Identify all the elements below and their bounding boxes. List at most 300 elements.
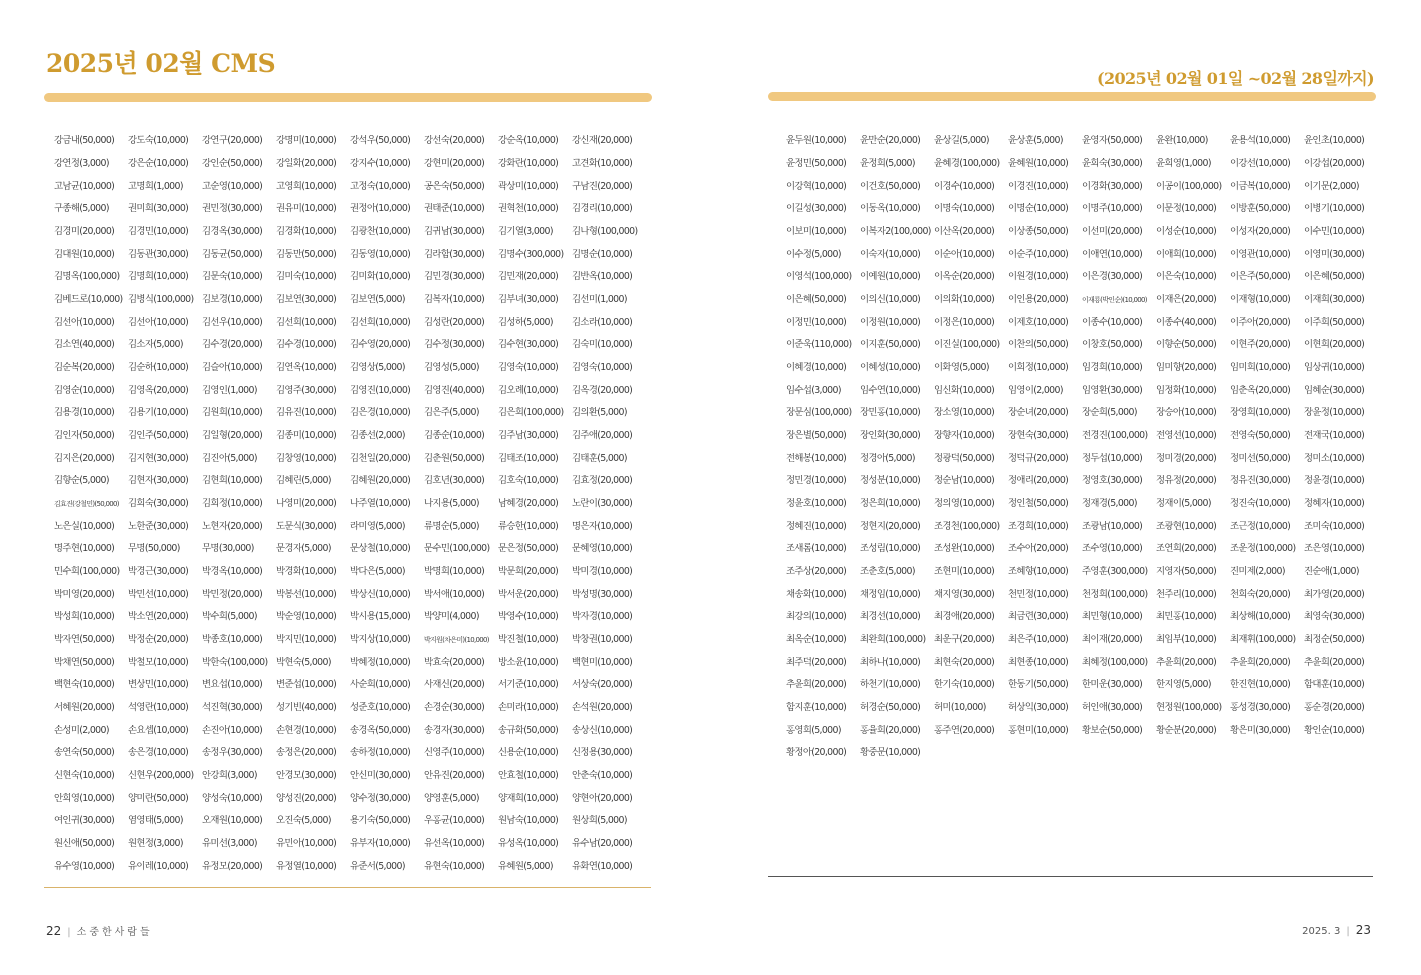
donor-entry: 홍주연(20,000) [934,724,995,736]
donor-entry: 임수섭(3,000) [786,384,841,396]
donor-entry: 백현미(10,000) [572,656,633,668]
donor-entry: 한지영(5,000) [1156,679,1211,691]
donor-entry: 주영훈(300,000) [1082,566,1148,578]
donor-entry: 원현정(3,000) [128,838,183,850]
donor-entry: 안희영(10,000) [54,792,115,804]
donor-entry: 손석원(20,000) [572,702,633,714]
donor-entry: 이옥순(20,000) [934,271,995,283]
donor-entry: 김인주(50,000) [128,430,189,442]
donor-entry: 정민경(10,000) [786,475,847,487]
donor-entry: 김은희(100,000) [498,407,564,419]
donor-entry: 나지용(5,000) [424,498,479,510]
donor-entry: 양현아(20,000) [572,792,633,804]
donor-entry: 정윤호(10,000) [786,498,847,510]
donor-entry: 김향순(5,000) [54,475,109,487]
donor-entry: 조혜향(10,000) [1008,566,1069,578]
donor-entry: 손진아(10,000) [202,724,263,736]
donor-entry: 강석우(50,000) [350,135,411,147]
donor-entry: 양성숙(10,000) [202,792,263,804]
donor-entry: 정두섭(10,000) [1082,452,1143,464]
donor-entry: 김경리(10,000) [572,203,633,215]
donor-entry: 박영수(10,000) [498,611,559,623]
donor-entry: 조주상(20,000) [786,566,847,578]
donor-entry: 무명(30,000) [202,543,254,555]
donor-entry: 전영숙(50,000) [1230,430,1291,442]
donor-entry: 신영주(10,000) [424,747,485,759]
donor-entry: 김현희(10,000) [202,475,263,487]
donor-entry: 이방훈(50,000) [1230,203,1291,215]
donor-entry: 박종호(10,000) [202,634,263,646]
donor-entry: 문상철(10,000) [350,543,411,555]
donor-entry: 박혜정(10,000) [350,656,411,668]
donor-entry: 서기준(10,000) [498,679,559,691]
donor-entry: 이성순(10,000) [1156,226,1217,238]
donor-entry: 구남진(20,000) [572,180,633,192]
donor-entry: 김경화(10,000) [276,226,337,238]
donor-entry: 방소윤(10,000) [498,656,559,668]
donor-entry: 홍율희(20,000) [860,724,921,736]
donor-entry: 김주남(30,000) [498,430,559,442]
donor-entry: 고남균(10,000) [54,180,115,192]
donor-entry: 조운정(100,000) [1230,543,1296,555]
donor-entry: 김순하(10,000) [128,362,189,374]
donor-entry: 임미희(10,000) [1230,362,1291,374]
donor-entry: 김라함(30,000) [424,248,485,260]
left-accent-bar [44,93,652,102]
donor-entry: 김수영(20,000) [350,339,411,351]
donor-entry: 김종선(2,000) [350,430,405,442]
donor-entry: 김은주(5,000) [424,407,479,419]
donor-entry: 김명수(300,000) [498,248,564,260]
donor-entry: 박양미(4,000) [424,611,479,623]
donor-entry: 최민홍(10,000) [1156,611,1217,623]
donor-entry: 윤인초(10,000) [1304,135,1365,147]
donor-entry: 이진실(100,000) [934,339,1000,351]
donor-entry: 이동옥(10,000) [860,203,921,215]
donor-entry: 양영훈(5,000) [424,792,479,804]
donor-entry: 이영관(10,000) [1230,248,1291,260]
donor-entry: 이인용(20,000) [1008,294,1069,306]
donor-entry: 유이레(10,000) [128,860,189,872]
donor-entry: 정성분(10,000) [860,475,921,487]
donor-entry: 김용경(10,000) [54,407,115,419]
donor-entry: 김영순(10,000) [54,384,115,396]
donor-entry: 박창권(10,000) [572,634,633,646]
donor-entry: 윤두원(10,000) [786,135,847,147]
donor-entry: 김혜린(5,000) [276,475,331,487]
donor-entry: 이재희(30,000) [1304,294,1365,306]
donor-entry: 송규화(50,000) [498,724,559,736]
donor-entry: 김효정(20,000) [572,475,633,487]
donor-entry: 김주애(20,000) [572,430,633,442]
donor-entry: 김혜원(20,000) [350,475,411,487]
donor-entry: 조경희(10,000) [1008,520,1069,532]
donor-entry: 강순옥(10,000) [498,135,559,147]
donor-entry: 김선아(10,000) [128,316,189,328]
donor-entry: 김호숙(10,000) [498,475,559,487]
donor-entry: 박경화(10,000) [276,566,337,578]
donor-entry: 임영환(30,000) [1082,384,1143,396]
donor-entry: 김병식(100,000) [128,294,194,306]
donor-entry: 이향순(50,000) [1156,339,1217,351]
donor-entry: 이정은(10,000) [934,316,995,328]
donor-entry: 원남숙(10,000) [498,815,559,827]
donor-entry: 이순주(10,000) [1008,248,1069,260]
donor-entry: 김수경(10,000) [276,339,337,351]
donor-entry: 최현숙(20,000) [934,656,995,668]
donor-entry: 김소라(10,000) [572,316,633,328]
donor-entry: 손현경(10,000) [276,724,337,736]
donor-entry: 박경근(30,000) [128,566,189,578]
donor-entry: 이애연(10,000) [1082,248,1143,260]
donor-entry: 강금내(50,000) [54,135,115,147]
donor-entry: 박상신(10,000) [350,588,411,600]
donor-entry: 김성란(20,000) [424,316,485,328]
donor-entry: 정인철(50,000) [1008,498,1069,510]
donor-entry: 이건호(50,000) [860,180,921,192]
donor-entry: 황중문(10,000) [860,747,921,759]
donor-entry: 박서애(10,000) [424,588,485,600]
donor-entry: 이영미(30,000) [1304,248,1365,260]
donor-entry: 정광덕(50,000) [934,452,995,464]
right-donor-grid [786,130,1378,765]
donor-entry: 성준호(10,000) [350,702,411,714]
donor-entry: 유부자(10,000) [350,838,411,850]
donor-entry: 한미운(30,000) [1082,679,1143,691]
donor-entry: 김창영(10,000) [276,452,337,464]
donor-entry: 홍성경(30,000) [1230,702,1291,714]
issue-date: 2025. 3 [1302,926,1341,937]
donor-entry: 김종순(10,000) [424,430,485,442]
donor-entry: 허인애(30,000) [1082,702,1143,714]
donor-entry: 박서운(20,000) [498,588,559,600]
donor-entry: 이강혁(10,000) [786,180,847,192]
donor-entry: 박성희(10,000) [54,611,115,623]
donor-entry: 정유진(30,000) [1230,475,1291,487]
donor-entry: 임정화(10,000) [1156,384,1217,396]
donor-entry: 정미선(50,000) [1230,452,1291,464]
donor-entry: 이혜성(10,000) [860,362,921,374]
donor-entry: 유수영(10,000) [54,860,115,872]
donor-entry: 임춘옥(20,000) [1230,384,1291,396]
donor-entry: 김의환(5,000) [572,407,627,419]
donor-entry: 최옥순(10,000) [786,634,847,646]
footer-separator: | [1346,926,1350,937]
donor-entry: 김민재(20,000) [498,271,559,283]
donor-entry: 구종해(5,000) [54,203,109,215]
donor-entry: 문수민(100,000) [424,543,490,555]
donor-entry: 이재형(10,000) [1230,294,1291,306]
donor-entry: 강일화(20,000) [276,158,337,169]
donor-entry: 김수현(30,000) [498,339,559,351]
donor-entry: 정경아(5,000) [860,452,915,464]
donor-entry: 김희숙(30,000) [128,498,189,510]
donor-entry: 박진철(10,000) [498,634,559,646]
donor-entry: 윤상길(5,000) [934,135,989,147]
donor-entry: 김명순(10,000) [572,248,633,260]
donor-entry: 장현숙(30,000) [1008,430,1069,442]
donor-entry: 송은경(10,000) [128,747,189,759]
donor-entry: 신정용(30,000) [572,747,633,759]
donor-entry: 조광현(10,000) [1156,520,1217,532]
right-page-number: 23 [1355,923,1371,937]
donor-entry: 권미희(30,000) [128,203,189,215]
donor-entry: 조연희(20,000) [1156,543,1217,555]
donor-entry: 박경옥(10,000) [202,566,263,578]
donor-entry: 이원경(10,000) [1008,271,1069,283]
donor-entry: 조성림(10,000) [860,543,921,555]
donor-entry: 유화연(10,000) [572,860,633,872]
donor-entry: 이공이(100,000) [1156,180,1222,192]
donor-entry: 한진현(10,000) [1230,679,1291,691]
donor-entry: 김선희(10,000) [350,316,411,328]
donor-entry: 박자경(10,000) [572,611,633,623]
donor-entry: 이정원(10,000) [860,316,921,328]
donor-entry: 이기문(2,000) [1304,180,1359,192]
donor-entry: 장향자(10,000) [934,430,995,442]
donor-entry: 채송화(10,000) [786,588,847,600]
donor-entry: 이제호(10,000) [1008,316,1069,328]
donor-entry: 이강선(10,000) [1230,158,1291,169]
donor-entry: 송정우(30,000) [202,747,263,759]
donor-entry: 김민경(30,000) [424,271,485,283]
donor-entry: 김광찬(10,000) [350,226,411,238]
donor-entry: 김영주(30,000) [276,384,337,396]
donor-entry: 이산옥(20,000) [934,226,995,238]
donor-entry: 홍현미(10,000) [1008,724,1069,736]
donor-entry: 도문식(30,000) [276,520,337,532]
donor-entry: 천민정(10,000) [1008,588,1069,600]
donor-entry: 박지민(10,000) [276,634,337,646]
donor-entry: 함지훈(10,000) [786,702,847,714]
donor-entry: 김유진(10,000) [276,407,337,419]
donor-entry: 송경자(30,000) [424,724,485,736]
donor-entry: 하천기(10,000) [860,679,921,691]
donor-entry: 문혜영(10,000) [572,543,633,555]
donor-entry: 채정임(10,000) [860,588,921,600]
donor-entry: 최혜정(100,000) [1082,656,1148,668]
donor-entry: 윤상훈(5,000) [1008,135,1063,147]
donor-entry: 이정민(10,000) [786,316,847,328]
donor-entry: 현정원(100,000) [1156,702,1222,714]
donor-entry: 김태조(10,000) [498,452,559,464]
donor-entry: 노란이(30,000) [572,498,633,510]
donor-entry: 천주리(10,000) [1156,588,1217,600]
donor-entry: 김현자(30,000) [128,475,189,487]
donor-entry: 이준욱(110,000) [786,339,852,351]
donor-entry: 진순애(1,000) [1304,566,1359,578]
donor-entry: 김지은(20,000) [54,452,115,464]
donor-entry: 김연옥(10,000) [276,362,337,374]
donor-entry: 김옥경(20,000) [572,384,633,396]
donor-entry: 이현희(20,000) [1304,339,1365,351]
left-donor-grid [54,130,646,878]
donor-entry: 송경옥(50,000) [350,724,411,736]
donor-entry: 김부녀(30,000) [498,294,559,306]
donor-entry: 김영숙(10,000) [572,362,633,374]
donor-entry: 진미제(2,000) [1230,566,1285,578]
donor-entry: 강도숙(10,000) [128,135,189,147]
donor-entry: 안유진(20,000) [424,770,485,782]
donor-entry: 김영상(5,000) [350,362,405,374]
donor-entry: 김선미(1,000) [572,294,627,306]
donor-entry: 최주덕(20,000) [786,656,847,668]
donor-entry: 염영태(5,000) [128,815,183,827]
donor-entry: 조성완(10,000) [934,543,995,555]
donor-entry: 최현종(10,000) [1008,656,1069,668]
donor-entry: 이명순(10,000) [1008,203,1069,215]
donor-entry: 최하나(10,000) [860,656,921,668]
donor-entry: 이화영(5,000) [934,362,989,374]
donor-entry: 박수희(5,000) [202,611,257,623]
donor-entry: 박성명(30,000) [572,588,633,600]
donor-entry: 조경천(100,000) [934,520,1000,532]
donor-entry: 유준서(5,000) [350,860,405,872]
donor-entry: 임영이(2,000) [1008,384,1063,396]
donor-entry: 김천일(20,000) [350,452,411,464]
donor-entry: 최금련(30,000) [1008,611,1069,623]
donor-entry: 추윤희(20,000) [1230,656,1291,668]
donor-entry: 이주희(50,000) [1304,316,1365,328]
donor-entry: 김원희(10,000) [202,407,263,419]
donor-entry: 이보미(10,000) [786,226,847,238]
donor-entry: 오진숙(5,000) [276,815,331,827]
donor-entry: 최영숙(30,000) [1304,611,1365,623]
donor-entry: 조수영(10,000) [1082,543,1143,555]
donor-entry: 김종미(10,000) [276,430,337,442]
donor-entry: 용기숙(50,000) [350,815,411,827]
donor-entry: 곽상미(10,000) [498,180,559,192]
section-name: 소중한사람들 [76,927,153,938]
donor-entry: 김슬아(10,000) [202,362,263,374]
donor-entry: 강은순(10,000) [128,158,189,169]
donor-entry: 홍순경(20,000) [1304,702,1365,714]
donor-entry: 김인자(50,000) [54,430,115,442]
donor-entry: 이영석(100,000) [786,271,852,283]
donor-entry: 문은정(50,000) [498,543,559,555]
donor-entry: 성기빈(40,000) [276,702,337,714]
donor-entry: 박봉선(10,000) [276,588,337,600]
donor-entry: 이재룡(박인순)(10,000) [1082,296,1147,305]
donor-entry: 전재국(10,000) [1304,430,1365,442]
donor-entry: 윤만순(20,000) [860,135,921,147]
donor-entry: 유민아(10,000) [276,838,337,850]
donor-entry: 이상종(50,000) [1008,226,1069,238]
donor-entry: 우홍균(10,000) [424,815,485,827]
donor-entry: 안춘숙(10,000) [572,770,633,782]
donor-entry: 이은혜(50,000) [786,294,847,306]
donor-entry: 서상숙(20,000) [572,679,633,691]
donor-entry: 김보경(10,000) [202,294,263,306]
donor-entry: 박명희(10,000) [424,566,485,578]
donor-entry: 유선옥(10,000) [424,838,485,850]
donor-entry: 박민정(20,000) [202,588,263,600]
donor-entry: 최경애(20,000) [934,611,995,623]
donor-entry: 김춘원(50,000) [424,452,485,464]
donor-entry: 이문정(10,000) [1156,203,1217,215]
donor-entry: 최정순(50,000) [1304,634,1365,646]
donor-entry: 조수아(20,000) [1008,543,1069,555]
donor-entry: 강연정(3,000) [54,158,109,169]
donor-entry: 정혜자(10,000) [1304,498,1365,510]
donor-entry: 황순분(20,000) [1156,724,1217,736]
donor-entry: 이경화(30,000) [1082,180,1143,192]
left-footer [46,923,153,938]
donor-entry: 최강의(10,000) [786,611,847,623]
right-accent-bar [768,92,1376,101]
donor-entry: 장민홍(10,000) [860,407,921,419]
donor-entry: 정유정(20,000) [1156,475,1217,487]
donor-entry: 김대원(10,000) [54,248,115,260]
donor-entry: 김호년(30,000) [424,475,485,487]
donor-entry: 김성하(5,000) [498,316,553,328]
donor-entry: 최임부(10,000) [1156,634,1217,646]
donor-entry: 변요섭(10,000) [202,679,263,691]
donor-entry: 정미소(10,000) [1304,452,1365,464]
donor-entry: 김미숙(10,000) [276,271,337,283]
donor-entry: 김진아(5,000) [202,452,257,464]
donor-entry: 김지현(30,000) [128,452,189,464]
donor-entry: 유현숙(10,000) [424,860,485,872]
donor-entry: 백현숙(10,000) [54,679,115,691]
donor-entry: 정진숙(10,000) [1230,498,1291,510]
donor-entry: 석영란(10,000) [128,702,189,714]
donor-entry: 김동만(50,000) [276,248,337,260]
donor-entry: 강명미(10,000) [276,135,337,147]
donor-entry: 김효진(강철민)(50,000) [54,500,119,509]
donor-entry: 천정희(100,000) [1082,588,1148,600]
donor-entry: 김미화(10,000) [350,271,411,283]
donor-entry: 함대훈(10,000) [1304,679,1365,691]
donor-entry: 이수정(5,000) [786,248,841,260]
donor-entry: 장순녀(20,000) [1008,407,1069,419]
donor-entry: 허미(10,000) [934,702,986,714]
donor-entry: 이혜경(10,000) [786,362,847,374]
donor-entry: 권민정(30,000) [202,203,263,215]
donor-entry: 김귀남(30,000) [424,226,485,238]
donor-entry: 추윤희(20,000) [1156,656,1217,668]
donor-entry: 정덕규(20,000) [1008,452,1069,464]
donor-entry: 정의영(10,000) [934,498,995,510]
donor-entry: 채지영(30,000) [934,588,995,600]
donor-entry: 이금복(10,000) [1230,180,1291,192]
donor-entry: 이은경(30,000) [1082,271,1143,283]
donor-entry: 이주아(20,000) [1230,316,1291,328]
donor-entry: 김경옥(30,000) [202,226,263,238]
donor-entry: 원신애(50,000) [54,838,115,850]
donor-entry: 이희정(10,000) [1008,362,1069,374]
donor-entry: 정현지(20,000) [860,520,921,532]
donor-entry: 오재원(10,000) [202,815,263,827]
donor-entry: 장소영(10,000) [934,407,995,419]
donor-entry: 김오례(10,000) [498,384,559,396]
donor-entry: 황정아(20,000) [786,747,847,759]
donor-entry: 장문심(100,000) [786,407,852,419]
donor-entry: 안강희(3,000) [202,770,257,782]
donor-entry: 최민형(10,000) [1082,611,1143,623]
donor-entry: 박지상(10,000) [350,634,411,646]
donor-entry: 최이재(20,000) [1082,634,1143,646]
donor-entry: 고견화(10,000) [572,158,633,169]
donor-entry: 이재은(20,000) [1156,294,1217,306]
donor-entry: 윤완(10,000) [1156,135,1208,147]
donor-entry: 권혁천(10,000) [498,203,559,215]
donor-entry: 박시용(15,000) [350,611,411,623]
donor-entry: 임수연(10,000) [860,384,921,396]
donor-entry: 고영희(10,000) [276,180,337,192]
donor-entry: 나영미(20,000) [276,498,337,510]
donor-entry: 김반옥(10,000) [572,271,633,283]
